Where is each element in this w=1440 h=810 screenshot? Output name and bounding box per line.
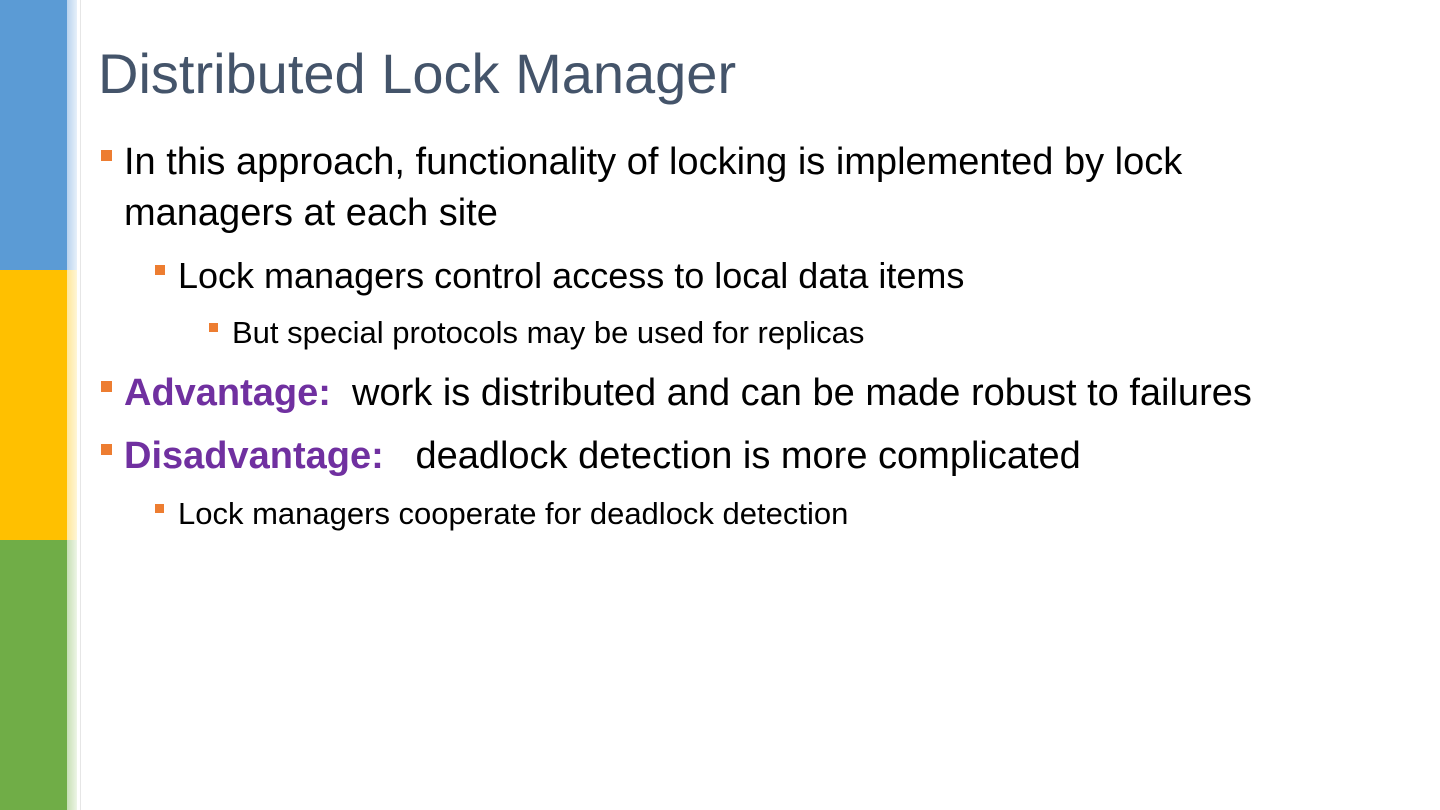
advantage-text: work is distributed and can be made robust to failures xyxy=(352,372,1252,414)
bullet-text: But special protocols may be used for replicas xyxy=(232,315,865,350)
spacer xyxy=(331,372,352,414)
disadvantage-text: deadlock detection is more complicated xyxy=(415,435,1081,477)
square-bullet-icon xyxy=(101,150,112,161)
side-bar-yellow-segment xyxy=(0,270,67,540)
bullet-line xyxy=(124,367,1252,419)
bullet-text: Lock managers cooperate for deadlock detection xyxy=(178,496,849,531)
bullet-text: Lock managers control access to local data items xyxy=(178,255,965,296)
side-color-bar xyxy=(0,0,67,810)
side-divider-line xyxy=(80,0,81,810)
side-tint-yellow xyxy=(67,270,77,540)
side-bar-blue-segment xyxy=(0,0,67,270)
side-tint-blue xyxy=(67,0,77,270)
advantage-label: Advantage: xyxy=(124,372,331,414)
bullet-line xyxy=(124,430,1081,482)
side-bar-green-segment xyxy=(0,540,67,810)
square-bullet-icon xyxy=(101,444,112,455)
square-bullet-icon xyxy=(209,323,218,332)
disadvantage-label: Disadvantage: xyxy=(124,435,384,477)
bullet-text-line: managers at each site xyxy=(124,192,498,234)
slide-title: Distributed Lock Manager xyxy=(98,42,737,105)
side-tint-green xyxy=(67,540,77,810)
spacer xyxy=(384,435,416,477)
bullet-text-line: In this approach, functionality of locking is implemented by lock xyxy=(124,141,1183,183)
square-bullet-icon xyxy=(155,265,165,275)
square-bullet-icon xyxy=(155,504,164,513)
square-bullet-icon xyxy=(101,381,112,392)
